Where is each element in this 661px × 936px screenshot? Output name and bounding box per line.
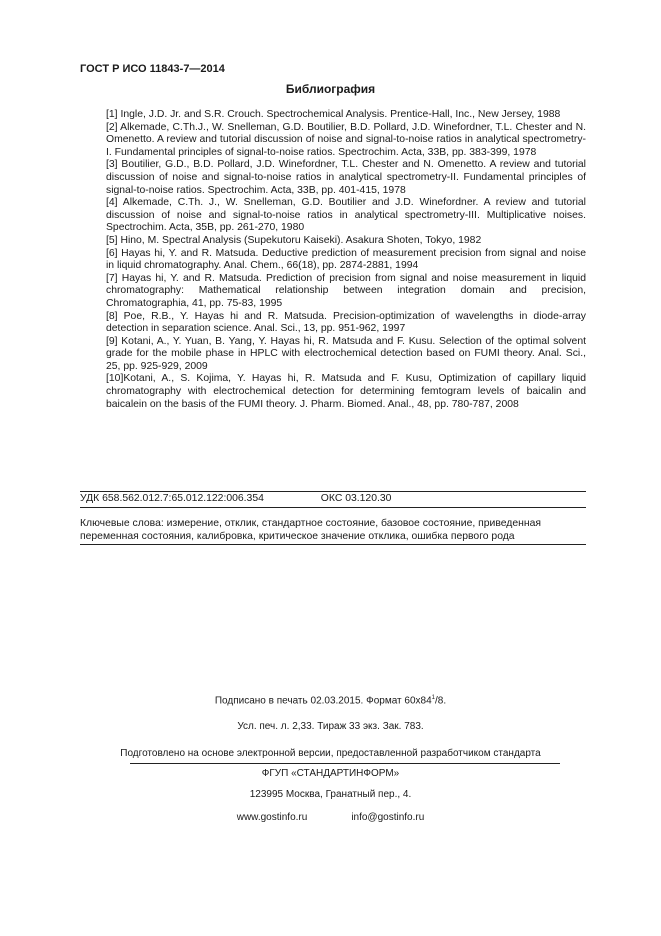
imprint-divider [130,763,560,764]
bibliography-item: [5] Hino, M. Spectral Analysis (Supekutoru Kaiseki). Asakura Shoten, Tokyo, 1982 [106,234,482,246]
oks-code: ОКС 03.120.30 [320,493,392,504]
classification-block [80,491,586,508]
contact-links [0,812,661,823]
keywords-text: Ключевые слова: измерение, отклик, стандартное состояние, базовое состояние, приведенная переменная состояния, калибровка, критическое значение отклика, ошибка первого рода [80,518,586,545]
bibliography-item: [9] Kotani, A., Y. Yuan, B. Yang, Y. Hayas hi, R. Matsuda and F. Kusu. Selection of the optimal solvent grade for the mobile phase in HPLC with electrochemical detection based on FUMI theory. Anal. Sci., 25, pp. 925-929, 2009 [106,335,586,372]
imprint-print-info: Усл. печ. л. 2,33. Тираж 33 экз. Зак. 783. [237,721,424,732]
udk-code: УДК 658.562.012.7:65.012.122:006.354 [80,493,264,504]
bibliography-item: [7] Hayas hi, Y. and R. Matsuda. Prediction of precision from signal and noise measurement in liquid chromatography: Mathematical relationship between integration domain and precision, Chromatographia, 41, pp. 75-83, 1995 [106,272,586,309]
bibliography-item: [3] Boutilier, G.D., B.D. Pollard, J.D. Winefordner, T.L. Chester and N. Omenetto. A review and tutorial discussion of noise and signal-to-noise ratios in analytical spectrometry-II. Fundamental principles of signal-to-noise ratios. Spectrochim. Acta, 33B, pp. 401-415, 1978 [106,159,586,196]
bibliography-item: [8] Poe, R.B., Y. Hayas hi and R. Matsuda. Precision-optimization of wavelengths in diode-array detection in separation science. Anal. Sci., 13, pp. 951-962, 1997 [106,310,586,335]
document-header: ГОСТ Р ИСО 11843-7—2014 [80,63,225,75]
signed-text: Подписано в печать 02.03.2015. Формат 60х84 [214,695,432,707]
website-link[interactable]: www.gostinfo.ru [236,812,308,823]
format-subscript: /8. [435,695,447,707]
imprint-address: 123995 Москва, Гранатный пер., 4. [249,789,412,800]
imprint-publisher: ФГУП «СТАНДАРТИНФОРМ» [261,768,400,779]
bibliography-item: [10]Kotani, A., S. Kojima, Y. Hayas hi, R. Matsuda and F. Kusu, Optimization of capillary liquid chromatography with electrochemical detection for determining femtogram levels of baicalin and baicalein on the basis of the FUMI theory. J. Pharm. Biomed. Anal., 48, pp. 780-787, 2008 [106,373,586,410]
bibliography-item: [4] Alkemade, C.Th. J., W. Snelleman, G.D. Boutilier and J.D. Winefordner. A review and tutorial discussion of noise and signal-to-noise ratios in analytical spectrometry-III. Multiplicative noises. Spectrochim. Acta, 35B, pp. 261-270, 1980 [106,197,586,234]
imprint-signed [0,695,661,706]
bibliography-item: [1] Ingle, J.D. Jr. and S.R. Crouch. Spectrochemical Analysis. Prentice-Hall, Inc., New Jersey, 1988 [106,109,561,120]
bibliography-list [106,109,586,411]
bibliography-item: [2] Alkemade, C.Th.J., W. Snelleman, G.D. Boutilier, B.D. Pollard, J.D. Winefordner, T.L. Chester and N. Omenetto. A review and tutorial discussion of noise and signal-to-noise ratios in analytical spectrometry-I. Fundamental principles of signal-to-noise ratios. Spectrochim. Acta, 33B, pp. 383-399, 1978 [106,121,586,158]
email-link[interactable]: info@gostinfo.ru [351,812,425,823]
imprint-prepared: Подготовлено на основе электронной версии, предоставленной разработчиком стандарта [120,748,541,759]
bibliography-item: [6] Hayas hi, Y. and R. Matsuda. Deductive prediction of measurement precision from signal and noise in liquid chromatography. Anal. Chem., 66(18), pp. 2874-2881, 1994 [106,247,586,272]
bibliography-title: Библиография [285,82,376,96]
format-superscript: 1 [431,695,435,701]
